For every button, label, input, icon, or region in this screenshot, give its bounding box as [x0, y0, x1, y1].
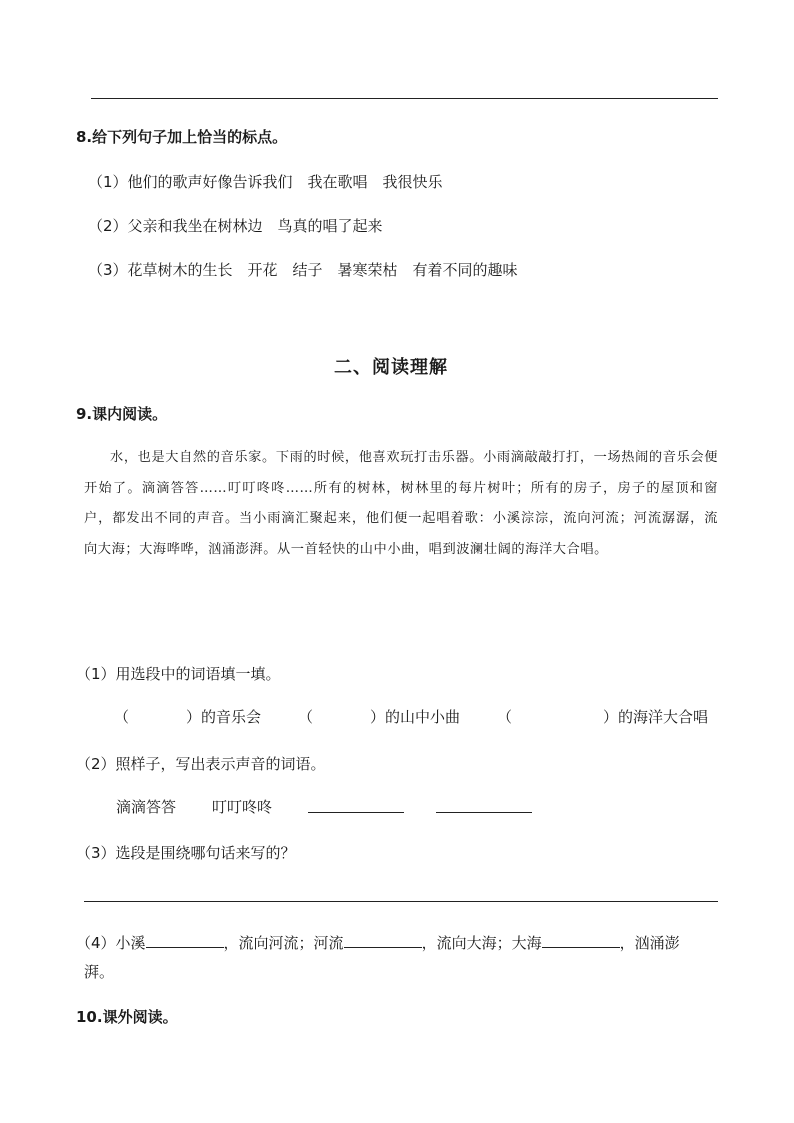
- fill-underline-3[interactable]: [542, 931, 620, 948]
- sub-question-4-tail: 湃。: [84, 963, 115, 981]
- sub-question-4-part-2: ，流向河流；河流: [223, 934, 344, 952]
- answer-line-3[interactable]: [84, 901, 718, 902]
- fill-underline-1[interactable]: [146, 931, 224, 948]
- reading-passage: 水，也是大自然的音乐家。下雨的时候，他喜欢玩打击乐器。小雨滴敲敲打打，一场热闹的音乐会便开始了。滴滴答答……叮叮咚咚……所有的树林，树林里的每片树叶；所有的房子，房子的屋顶和窗户，都发出不同的声音。当小雨滴汇聚起来，他们便一起唱着歌：小溪淙淙，流向河流；河流潺潺，流向大海；大海哗哗，汹涌澎湃。从一首轻快的山中小曲，唱到波澜壮阔的海洋大合唱。: [84, 450, 718, 557]
- question-8-title: 8.给下列句子加上恰当的标点。: [76, 128, 288, 146]
- sub-question-4-part-4: ，汹涌澎: [619, 934, 680, 952]
- fill-suffix-3: ）的海洋大合唱: [603, 708, 709, 726]
- question-8-item-2: （2）父亲和我坐在树林边 鸟真的唱了起来: [88, 217, 383, 235]
- fill-suffix-1: ）的音乐会: [186, 708, 262, 726]
- section-heading: 二、阅读理解: [334, 357, 448, 378]
- fill-suffix-2: ）的山中小曲: [370, 708, 461, 726]
- fill-blank-2[interactable]: [314, 706, 370, 726]
- question-8-item-1: （1）他们的歌声好像告诉我们 我在歌唱 我很快乐: [88, 173, 443, 191]
- fill-blank-row: [114, 706, 718, 728]
- fill-underline-2[interactable]: [344, 931, 422, 948]
- fill-open-paren-2: （: [298, 708, 314, 726]
- sub-question-3-label: （3）选段是围绕哪句话来写的？: [76, 844, 296, 862]
- fill-blank-3[interactable]: [513, 706, 603, 726]
- fill-open-paren-1: （: [114, 708, 130, 726]
- question-9-title: 9.课内阅读。: [76, 405, 168, 423]
- sub-question-4-part-1: （4）小溪: [76, 934, 146, 952]
- sub-question-1-label: （1）用选段中的词语填一填。: [76, 665, 281, 683]
- answer-blank-2[interactable]: [436, 812, 532, 813]
- sub-question-4-part-3: ，流向大海；大海: [421, 934, 542, 952]
- question-8-item-3: （3）花草树木的生长 开花 结子 暑寒荣枯 有着不同的趣味: [88, 261, 518, 279]
- fill-open-paren-3: （: [497, 708, 513, 726]
- question-10-title: 10.课外阅读。: [76, 1008, 178, 1026]
- sub-question-4-line: [76, 931, 680, 953]
- answer-line-top: [91, 98, 718, 99]
- example-word-2: 叮叮咚咚: [212, 798, 273, 816]
- answer-blank-1[interactable]: [308, 812, 404, 813]
- example-word-1: 滴滴答答: [116, 798, 177, 816]
- sub-question-2-label: （2）照样子，写出表示声音的词语。: [76, 755, 326, 773]
- fill-blank-1[interactable]: [130, 706, 186, 726]
